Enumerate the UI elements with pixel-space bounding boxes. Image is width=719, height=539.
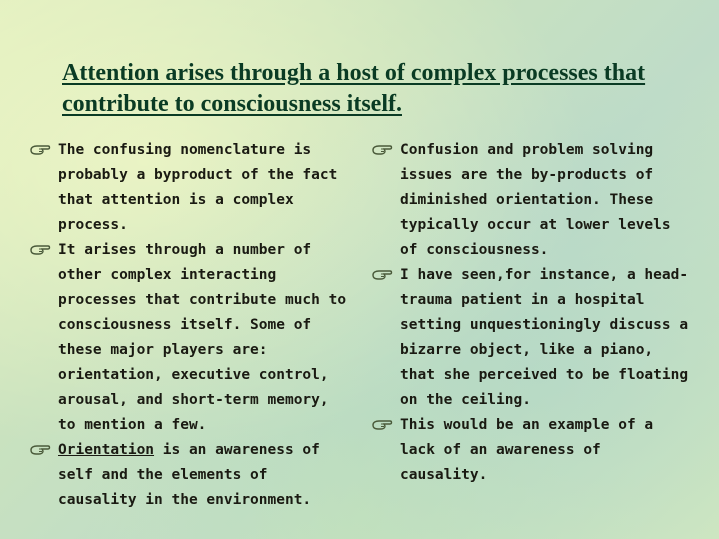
bullet-item — [372, 138, 692, 263]
pointing-hand-icon — [30, 442, 52, 458]
bullet-text: Confusion and problem solving issues are the by-products of diminished orientation. These typically occur at lower levels of consciousness. — [400, 142, 671, 258]
bullet-item — [372, 413, 692, 488]
pointing-hand-icon — [372, 417, 394, 433]
pointing-hand-icon — [30, 142, 52, 158]
slide-title: Attention arises through a host of complex processes that contribute to consciousness itself. — [62, 60, 646, 117]
pointing-hand-icon — [372, 142, 394, 158]
left-column — [30, 138, 350, 513]
bullet-text: is an awareness of self and the elements of causality in the environment. — [58, 442, 320, 508]
right-column — [372, 138, 692, 488]
bullet-text: This would be an example of a lack of an awareness of causality. — [400, 417, 654, 483]
bullet-item — [30, 238, 350, 438]
pointing-hand-icon — [30, 242, 52, 258]
bullet-item — [372, 263, 692, 413]
bullet-item — [30, 438, 350, 513]
bullet-text: I have seen,for instance, a head-trauma patient in a hospital setting unquestioningly discuss a bizarre object, like a piano, that she perceived to be floating on the ceiling. — [400, 267, 689, 408]
bullet-text: It arises through a number of other complex interacting processes that contribute much to consciousness itself. Some of these major players are: orientation, executive control, arousal, and short-term memory, to mention a few. — [58, 242, 347, 433]
bullet-text: The confusing nomenclature is probably a byproduct of the fact that attention is a complex process. — [58, 142, 338, 233]
orientation-term: Orientation — [58, 442, 155, 458]
pointing-hand-icon — [372, 267, 394, 283]
bullet-item — [30, 138, 350, 238]
